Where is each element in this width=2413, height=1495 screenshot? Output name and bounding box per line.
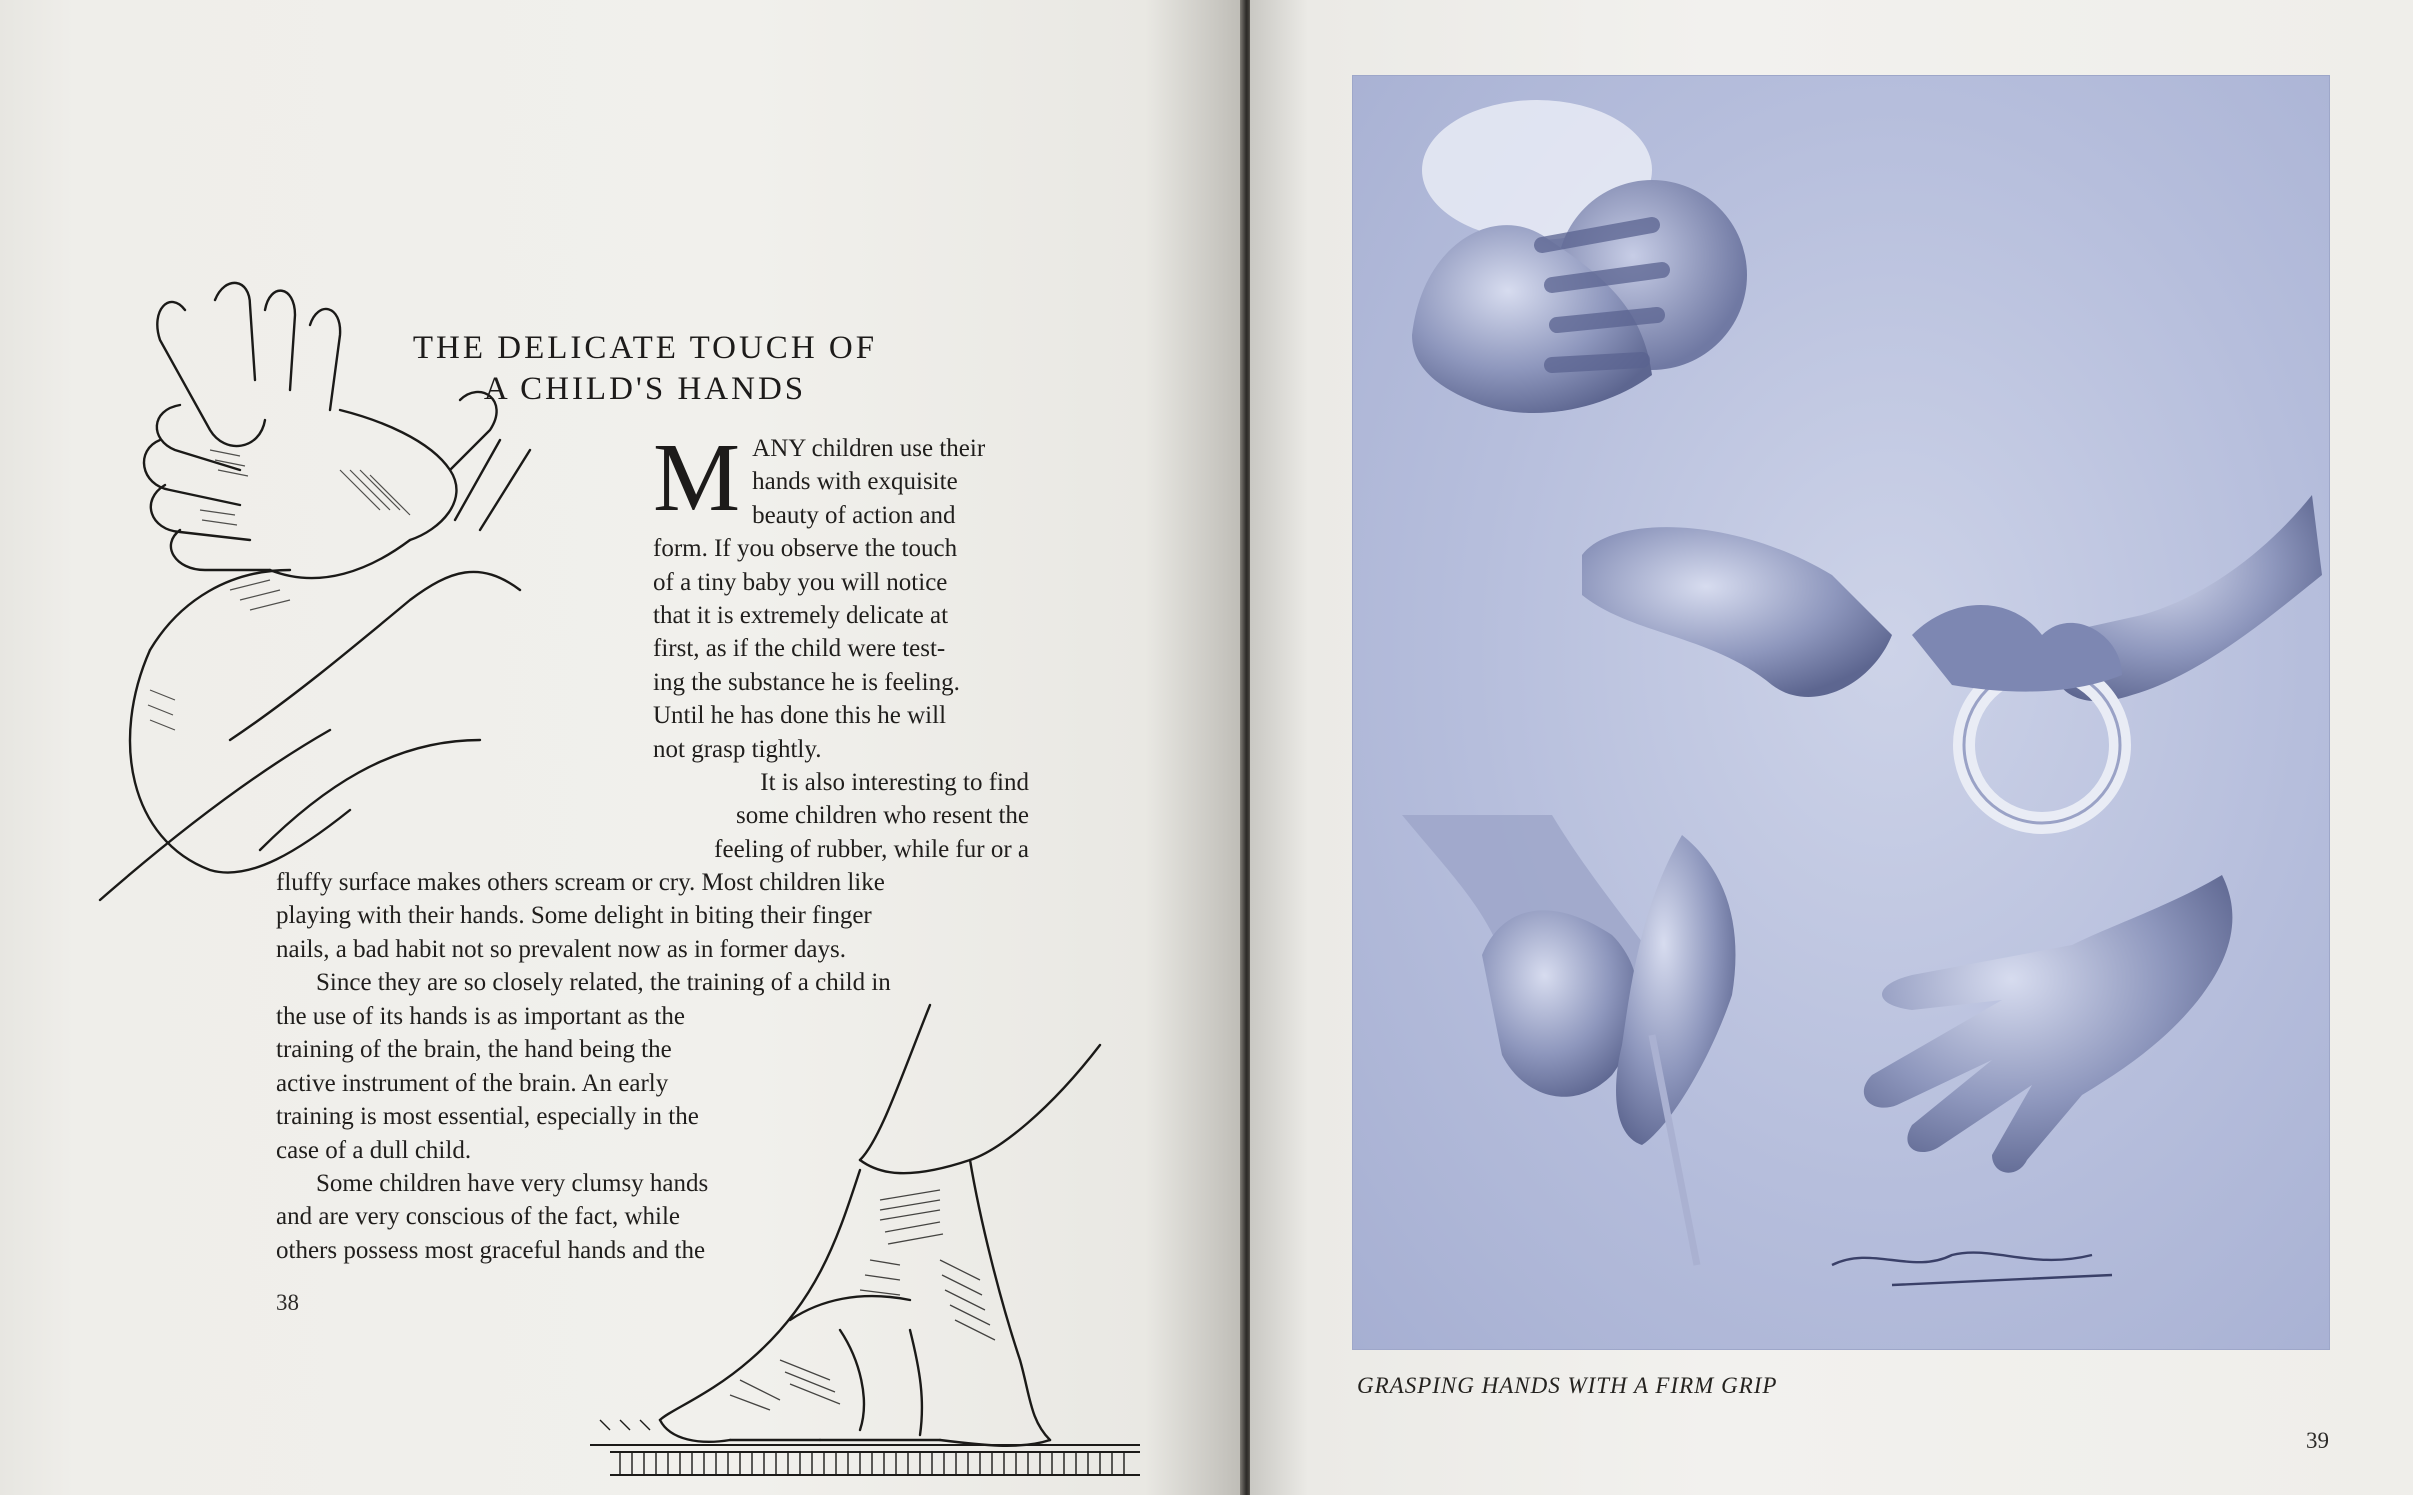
page-number-right: 39 xyxy=(2306,1428,2329,1453)
paragraph-1 xyxy=(653,424,1029,766)
para1-line-6: that it is extremely delicate at xyxy=(653,602,949,630)
para3-line-4: active instrument of the brain. An early xyxy=(276,1069,669,1097)
para1-line-4: form. If you observe the touch xyxy=(653,535,958,563)
resting-hand-illustration xyxy=(580,1000,1140,1490)
page-number-left: 38 xyxy=(276,1290,299,1315)
para3-line-5: training is most essential, especially in the xyxy=(276,1103,699,1131)
title-line-1: THE DELICATE TOUCH OF xyxy=(412,330,878,366)
grasping-hands-drawing xyxy=(1352,75,2330,1350)
para1-line-9: Until he has done this he will xyxy=(653,702,947,730)
para1-line-10: not grasp tightly. xyxy=(653,735,822,763)
para1-line-7: first, as if the child were test- xyxy=(653,635,946,663)
para4-line-1: Some children have very clumsy hands xyxy=(316,1170,709,1197)
chapter-title xyxy=(320,328,970,410)
para3-line-3: training of the brain, the hand being the xyxy=(276,1036,672,1064)
para3-line-2: the use of its hands is as important as the xyxy=(276,1003,685,1030)
para2-wide-line-3: nails, a bad habit not so prevalent now as in former days. xyxy=(276,935,846,963)
para2-line-3: feeling of rubber, while fur or a xyxy=(714,835,1029,863)
para2-wide-line-2: playing with their hands. Some delight in biting their finger xyxy=(276,902,872,930)
para1-line-2: hands with exquisite xyxy=(752,468,958,496)
para2-line-2: some children who resent the xyxy=(736,802,1029,830)
drop-cap: M xyxy=(653,424,741,532)
para3-line-1: Since they are so closely related, the training of a child in xyxy=(316,969,891,997)
grasping-hands-plate xyxy=(1352,75,2330,1350)
para3-line-6: case of a dull child. xyxy=(276,1136,472,1164)
plate-caption: GRASPING HANDS WITH A FIRM GRIP xyxy=(1357,1373,1778,1398)
para1-line-5: of a tiny baby you will notice xyxy=(653,568,948,596)
para4-line-3: others possess most graceful hands and the xyxy=(276,1236,706,1264)
para1-line-1: ANY children use their xyxy=(752,435,986,462)
para1-line-8: ing the substance he is feeling. xyxy=(653,668,960,696)
para4-line-2: and are very conscious of the fact, while xyxy=(276,1203,681,1231)
paragraph-2-narrow xyxy=(653,766,1029,866)
title-line-2: A CHILD'S HANDS xyxy=(483,371,807,407)
para2-wide-line-1: fluffy surface makes others scream or cry. Most children like xyxy=(276,869,885,896)
paragraph-2-wide xyxy=(276,866,1029,1000)
para2-line-1: It is also interesting to find xyxy=(760,769,1029,796)
para1-line-3: beauty of action and xyxy=(752,501,956,529)
